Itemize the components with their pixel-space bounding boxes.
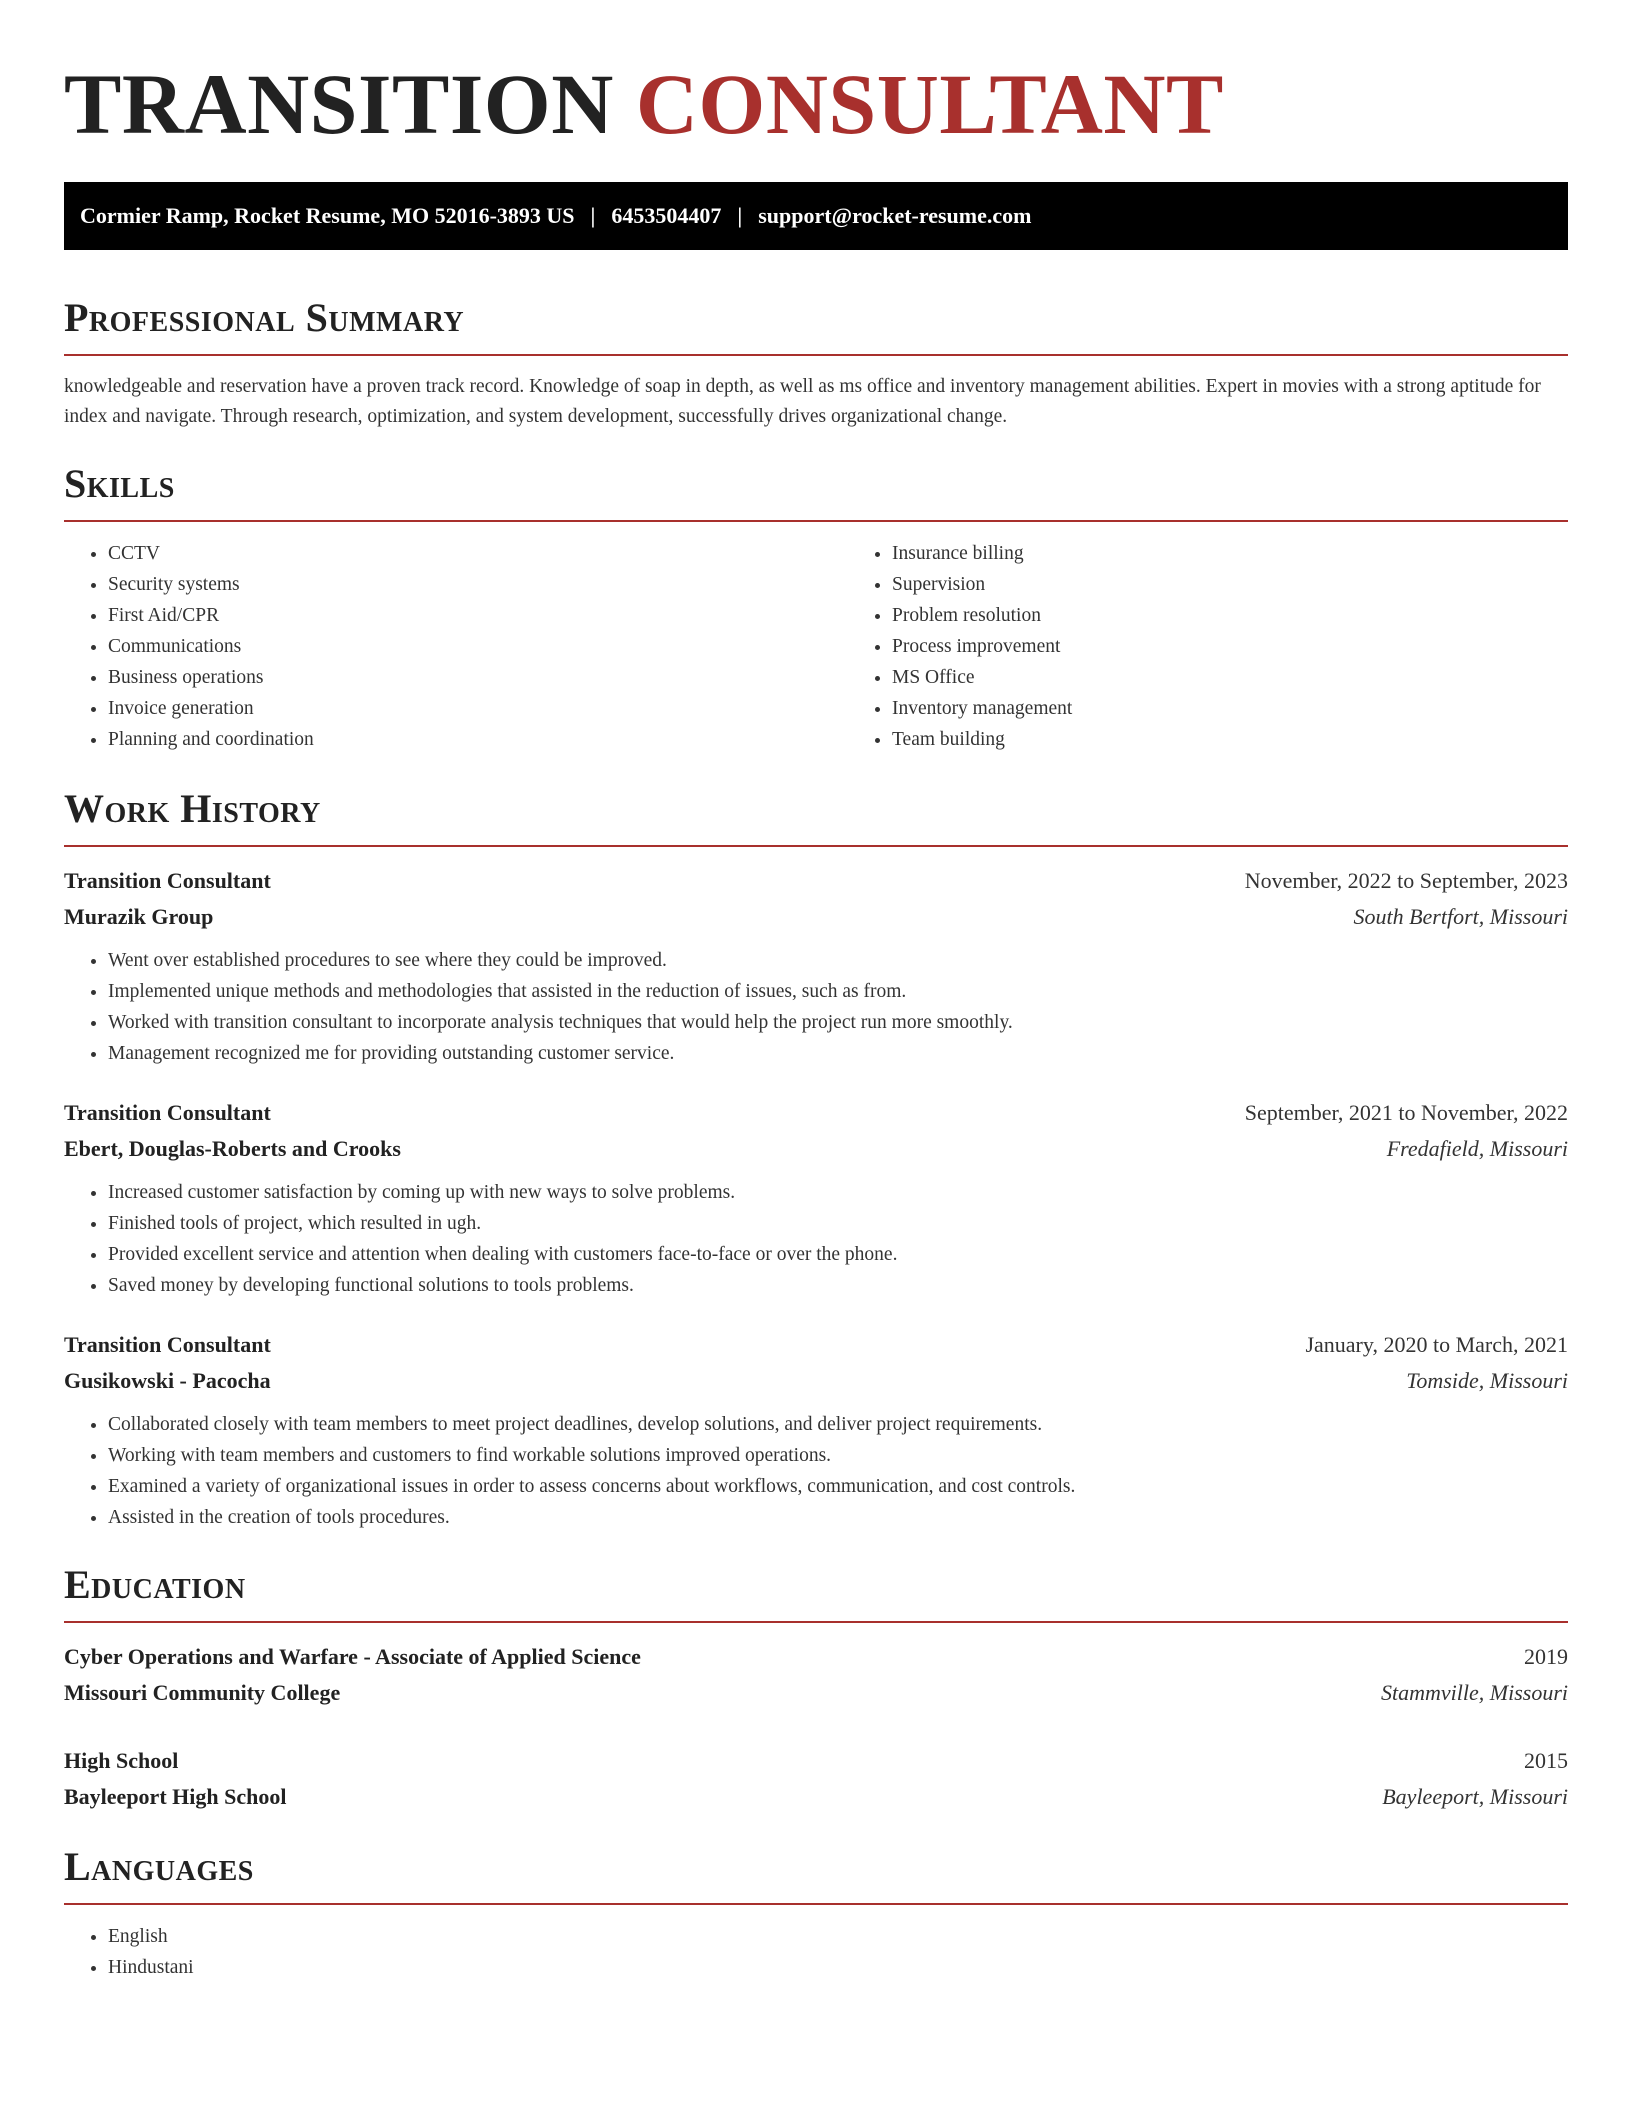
contact-phone: 6453504407 xyxy=(611,203,722,228)
contact-address: Cormier Ramp, Rocket Resume, MO 52016-3893 US xyxy=(80,203,575,228)
skill-item: • Security systems xyxy=(108,569,848,600)
skill-item: • Process improvement xyxy=(892,631,1632,662)
languages-heading: Languages xyxy=(64,1845,1568,1905)
job-entry xyxy=(64,863,1568,1069)
work-history-section xyxy=(64,787,1568,1533)
job-company: Ebert, Douglas-Roberts and Crooks xyxy=(64,1136,401,1161)
contact-separator: | xyxy=(737,203,743,228)
job-title: Transition Consultant xyxy=(64,1332,271,1357)
education-year: 2019 xyxy=(1524,1644,1568,1669)
work-history-heading: Work History xyxy=(64,787,1568,847)
education-school: Missouri Community College xyxy=(64,1680,341,1705)
job-bullet: • Implemented unique methods and methodologies that assisted in the reduction of issues, such as from. xyxy=(108,976,1568,1007)
skill-item: • Business operations xyxy=(108,662,848,693)
summary-text: knowledgeable and reservation have a proven track record. Knowledge of soap in depth, as well as ms office and inventory management abilities. Expert in movies with a strong aptitude for index and navigate. Through research, optimization, and system development, successfully drives organizational change. xyxy=(64,376,1541,427)
job-bullet: • Management recognized me for providing outstanding customer service. xyxy=(108,1038,1568,1069)
skill-item: • Supervision xyxy=(892,569,1632,600)
skills-section xyxy=(64,462,1568,755)
summary-section xyxy=(64,296,1568,432)
education-year: 2015 xyxy=(1524,1748,1568,1773)
skill-item: • First Aid/CPR xyxy=(108,600,848,631)
contact-bar xyxy=(64,182,1568,250)
job-bullet: • Working with team members and customers to find workable solutions improved operations. xyxy=(108,1440,1568,1471)
job-bullet: • Provided excellent service and attention when dealing with customers face-to-face or over the phone. xyxy=(108,1239,1568,1270)
job-bullets xyxy=(64,945,1568,1069)
contact-separator: | xyxy=(590,203,596,228)
job-bullet: • Collaborated closely with team members to meet project deadlines, develop solutions, and deliver project requirements. xyxy=(108,1409,1568,1440)
job-dates: September, 2021 to November, 2022 xyxy=(1244,1100,1568,1125)
education-degree: High School xyxy=(64,1748,179,1773)
job-company: Gusikowski - Pacocha xyxy=(64,1368,271,1393)
job-bullet: • Saved money by developing functional solutions to tools problems. xyxy=(108,1270,1568,1301)
skill-item: • Insurance billing xyxy=(892,538,1632,569)
education-location: Bayleeport, Missouri xyxy=(1382,1784,1568,1809)
skill-item: • CCTV xyxy=(108,538,848,569)
job-title: Transition Consultant xyxy=(64,1100,271,1125)
skill-item: • Team building xyxy=(892,724,1632,755)
job-location: Fredafield, Missouri xyxy=(1386,1136,1568,1161)
skills-columns xyxy=(64,538,1568,755)
summary-heading: Professional Summary xyxy=(64,296,1568,356)
education-location: Stammville, Missouri xyxy=(1381,1680,1568,1705)
job-bullets xyxy=(64,1177,1568,1301)
language-item: • English xyxy=(108,1921,1568,1952)
job-bullet: • Went over established procedures to see where they could be improved. xyxy=(108,945,1568,976)
education-entry xyxy=(64,1743,1568,1815)
job-location: South Bertfort, Missouri xyxy=(1353,904,1568,929)
skill-item: • MS Office xyxy=(892,662,1632,693)
skill-item: • Planning and coordination xyxy=(108,724,848,755)
skill-item: • Invoice generation xyxy=(108,693,848,724)
resume-title xyxy=(64,0,1568,150)
job-company: Murazik Group xyxy=(64,904,214,929)
education-school: Bayleeport High School xyxy=(64,1784,287,1809)
skill-item: • Inventory management xyxy=(892,693,1632,724)
education-heading: Education xyxy=(64,1563,1568,1623)
language-item: • Hindustani xyxy=(108,1952,1568,1983)
job-dates: November, 2022 to September, 2023 xyxy=(1244,868,1568,893)
job-bullet: • Assisted in the creation of tools procedures. xyxy=(108,1502,1568,1533)
job-dates: January, 2020 to March, 2021 xyxy=(1305,1332,1568,1357)
job-entry xyxy=(64,1327,1568,1533)
skill-item: • Problem resolution xyxy=(892,600,1632,631)
education-entry xyxy=(64,1639,1568,1711)
title-accent: CONSULTANT xyxy=(635,56,1224,152)
job-entry xyxy=(64,1095,1568,1301)
job-title: Transition Consultant xyxy=(64,868,271,893)
title-main: TRANSITION xyxy=(64,56,614,152)
contact-email: support@rocket-resume.com xyxy=(758,203,1032,228)
skills-list-right xyxy=(848,538,1632,755)
job-bullet: • Finished tools of project, which resulted in ugh. xyxy=(108,1208,1568,1239)
job-bullet: • Worked with transition consultant to incorporate analysis techniques that would help the project run more smoothly. xyxy=(108,1007,1568,1038)
languages-section xyxy=(64,1845,1568,1983)
job-bullet: • Examined a variety of organizational issues in order to assess concerns about workflows, communication, and cost controls. xyxy=(108,1471,1568,1502)
languages-list xyxy=(64,1921,1568,1983)
job-location: Tomside, Missouri xyxy=(1406,1368,1568,1393)
skills-list-left xyxy=(64,538,848,755)
education-section xyxy=(64,1563,1568,1815)
education-degree: Cyber Operations and Warfare - Associate of Applied Science xyxy=(64,1644,641,1669)
skills-heading: Skills xyxy=(64,462,1568,522)
job-bullets xyxy=(64,1409,1568,1533)
job-bullet: • Increased customer satisfaction by coming up with new ways to solve problems. xyxy=(108,1177,1568,1208)
skill-item: • Communications xyxy=(108,631,848,662)
